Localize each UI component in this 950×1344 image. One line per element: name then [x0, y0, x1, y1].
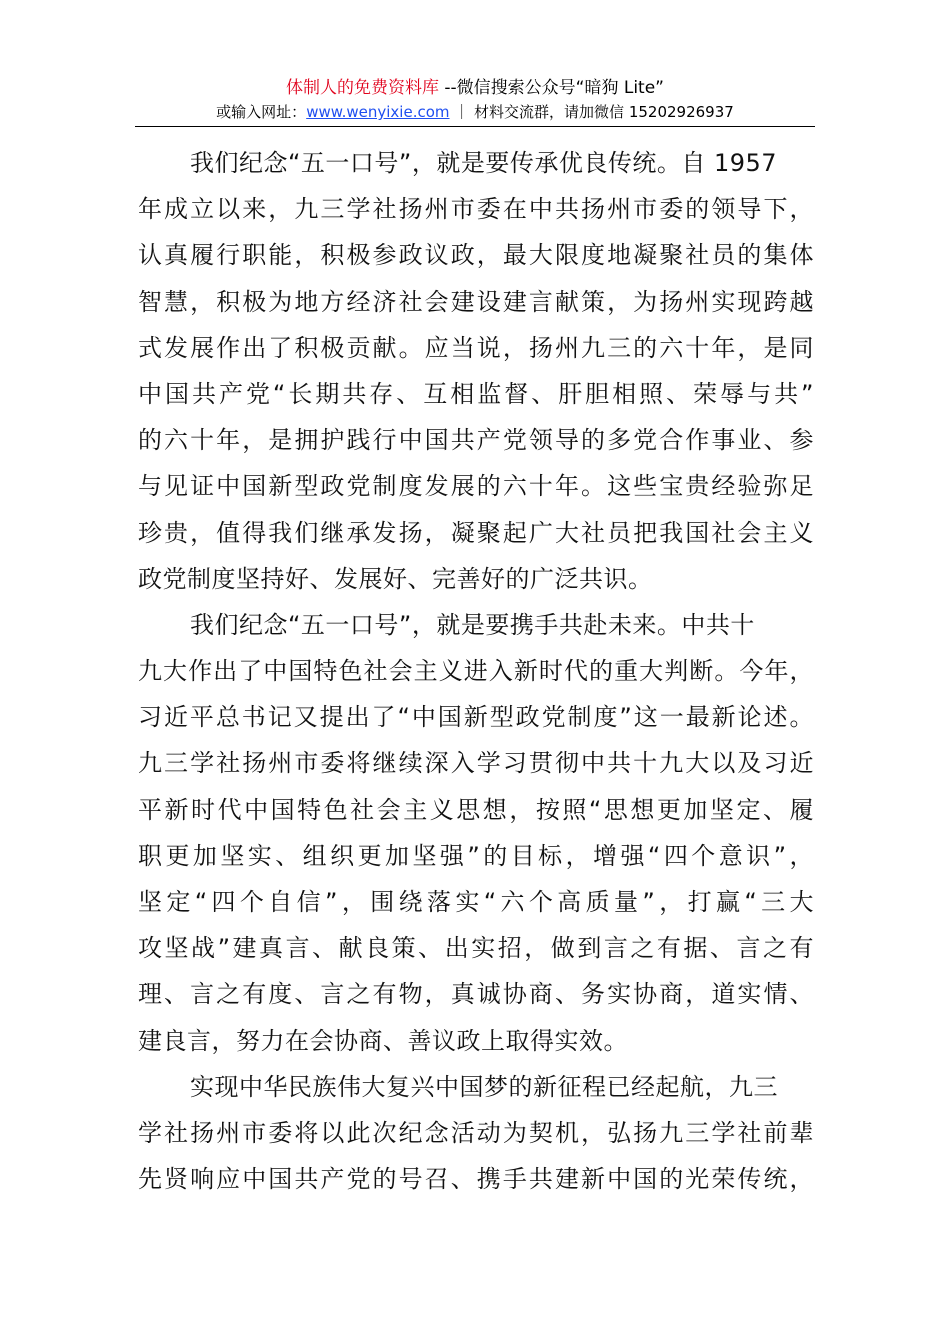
paragraph-line: 式发展作出了积极贡献。应当说，扬州九三的六十年，是同: [138, 333, 814, 362]
paragraph-line: 政党制度坚持好、发展好、完善好的广泛共识。: [138, 564, 653, 593]
page-header: [135, 76, 815, 124]
paragraph-line: 认真履行职能，积极参政议政，最大限度地凝聚社员的集体: [138, 241, 814, 270]
paragraph-line: 中国共产党“长期共存、互相监督、肝胆相照、荣辱与共”: [138, 379, 814, 408]
paragraph-line: 坚定“四个自信”，围绕落实“六个高质量”，打赢“三大: [138, 888, 814, 916]
paragraph-line: 理、言之有度、言之有物，真诚协商、务实协商，道实情、: [138, 980, 814, 1009]
paragraph-line: 习近平总书记又提出了“中国新型政党制度”这一最新论述。: [138, 703, 814, 732]
header-brand: 体制人的免费资料库: [285, 78, 439, 98]
paragraph-line: 九三学社扬州市委将继续深入学习贯彻中共十九大以及习近: [138, 749, 814, 778]
paragraph-line: 先贤响应中国共产党的号召、携手共建新中国的光荣传统，: [138, 1165, 814, 1194]
paragraph-line: 九大作出了中国特色社会主义进入新时代的重大判断。今年，: [138, 657, 814, 686]
paragraph-line: 平新时代中国特色社会主义思想，按照“思想更加坚定、履: [138, 795, 814, 824]
paragraph-line: 我们纪念“五一口号”，就是要携手共赴未来。中共十: [190, 610, 755, 639]
header-title-line: [135, 76, 815, 100]
header-divider: [135, 126, 815, 127]
header-website-link[interactable]: www.wenyixie.com: [306, 103, 450, 121]
header-tagline: --微信搜索公众号“暗狗 Lite”: [438, 78, 664, 98]
paragraph-line: 学社扬州市委将以此次纪念活动为契机，弘扬九三学社前辈: [138, 1118, 814, 1147]
paragraph-line: 年成立以来，九三学社扬州市委在中共扬州市委的领导下，: [138, 195, 814, 224]
paragraph-line: 建良言，努力在会协商、善议政上取得实效。: [138, 1026, 628, 1055]
paragraph-line: 攻坚战”建真言、献良策、出实招，做到言之有据、言之有: [138, 934, 814, 963]
paragraph-line: 职更加坚实、组织更加坚强”的目标，增强“四个意识”，: [138, 841, 814, 870]
header-contact-line: [135, 100, 815, 124]
paragraph-line: 智慧，积极为地方经济社会建设建言献策，为扬州实现跨越: [138, 287, 814, 316]
document-body: [138, 140, 814, 1202]
paragraph-line: 与见证中国新型政党制度发展的六十年。这些宝贵经验弥足: [138, 472, 814, 501]
paragraph-line: 的六十年，是拥护践行中国共产党领导的多党合作事业、参: [138, 426, 814, 455]
header-contact-suffix: ｜ 材料交流群，请加微信 15202926937: [449, 103, 734, 121]
paragraph-2: [138, 602, 814, 1064]
paragraph-line: 实现中华民族伟大复兴中国梦的新征程已经起航，九三: [190, 1072, 778, 1101]
paragraph-line: 我们纪念“五一口号”，就是要传承优良传统。自 1957: [190, 149, 778, 177]
paragraph-1: [138, 140, 814, 602]
paragraph-3: [138, 1064, 814, 1203]
header-url-prefix: 或输入网址：: [216, 103, 307, 121]
paragraph-line: 珍贵，值得我们继承发扬，凝聚起广大社员把我国社会主义: [138, 518, 814, 547]
